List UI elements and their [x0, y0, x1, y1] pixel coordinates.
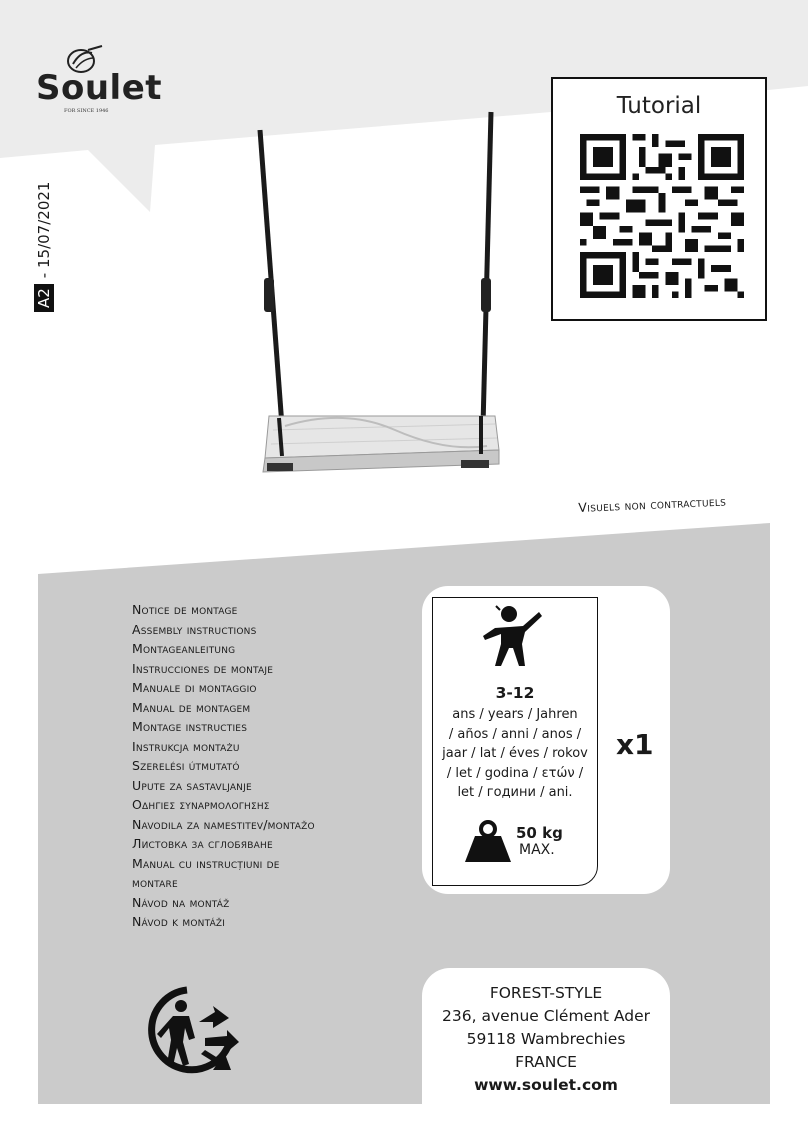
instruction-title: Szerelési útmutató — [132, 758, 240, 773]
weight-limit-value: 50 kg — [516, 824, 563, 842]
age-units-line: / años / anni / anos / — [448, 726, 582, 742]
age-units-line: / let / godina / ετών / — [446, 765, 584, 781]
revision-stamp — [34, 182, 54, 312]
age-range: 3-12 — [495, 684, 535, 702]
recycle-triman-icon — [143, 982, 243, 1080]
revision-code: A2 — [34, 284, 54, 312]
qr-code-icon[interactable] — [580, 134, 744, 298]
instruction-title: Листовка за сглобяване — [132, 836, 273, 851]
instruction-title: Οδηγιες συναρμολογησης — [132, 797, 270, 812]
age-units-line: ans / years / Jahren — [452, 707, 578, 722]
swing-illustration — [255, 108, 505, 480]
street-address: 236, avenue Clément Ader — [442, 1007, 650, 1025]
weight-limit-label: MAX. — [519, 842, 555, 858]
instruction-title: Upute za sastavljanje — [132, 777, 252, 793]
age-weight-box — [432, 597, 598, 886]
website-link[interactable]: www.soulet.com — [474, 1076, 618, 1094]
instruction-title: Manual de montagem — [132, 699, 251, 715]
instruction-title: Montage instructies — [132, 719, 248, 734]
instruction-title: Návod na montáž — [132, 894, 230, 910]
weight-icon — [463, 820, 513, 864]
company-address — [430, 982, 662, 1097]
instruction-title: Manual cu instrucțiuni de — [132, 855, 280, 871]
disclaimer-text: Visuels non contractuels — [578, 493, 727, 515]
tutorial-title: Tutorial — [616, 93, 702, 119]
instruction-titles-list — [132, 600, 315, 932]
instruction-title: Manuale di montaggio — [132, 680, 257, 695]
age-units-line: let / години / ani. — [457, 785, 573, 800]
instruction-title: Montageanleitung — [132, 641, 236, 656]
quantity-label: x1 — [616, 728, 654, 761]
instruction-title: Notice de montage — [132, 602, 238, 617]
instruction-title: montare — [132, 875, 178, 890]
country: FRANCE — [515, 1053, 577, 1071]
instruction-title: Assembly instructions — [132, 621, 257, 637]
revision-date: - 15/07/2021 — [35, 181, 53, 279]
company-name: FOREST-STYLE — [489, 984, 603, 1002]
brand-logo — [36, 48, 163, 118]
instruction-title: Navodila za namestitev/montažo — [132, 816, 315, 832]
brand-tagline: FOR SINCE 1946 — [64, 108, 109, 114]
city: 59118 Wambrechies — [466, 1030, 626, 1048]
brand-name: Soulet — [36, 68, 163, 108]
child-icon — [479, 600, 549, 672]
instruction-title: Instrucciones de montaje — [132, 660, 274, 676]
age-units — [437, 705, 593, 803]
tutorial-box[interactable] — [551, 77, 767, 321]
instruction-title: Instrukcja montażu — [132, 738, 240, 754]
age-units-line: jaar / lat / éves / rokov — [442, 746, 588, 761]
instruction-title: Návod k montáži — [132, 914, 226, 929]
